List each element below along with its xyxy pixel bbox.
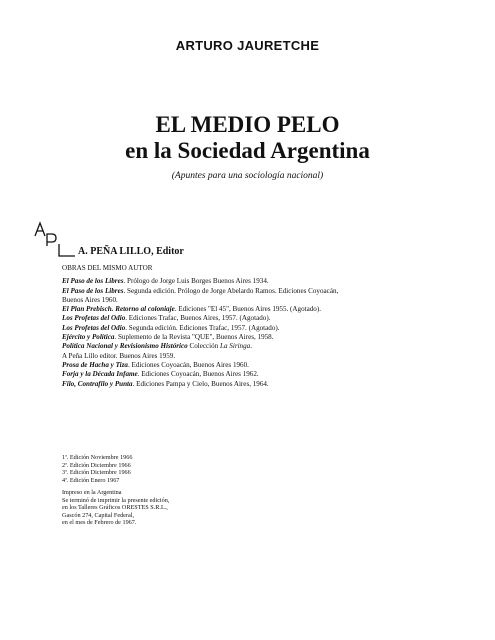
work-title: El Paso de los Libres (62, 286, 124, 295)
work-item (62, 277, 462, 286)
work-title: Los Profetas del Odio (62, 314, 126, 323)
work-item (62, 314, 462, 323)
work-details: . Ediciones Trafac, Buenos Aires, 1957. (Agotado). (125, 314, 271, 323)
imprint-block (62, 489, 169, 527)
other-works-heading: OBRAS DEL MISMO AUTOR (62, 264, 153, 272)
work-details: Buenos Aires 1960. (62, 295, 118, 304)
edition-line: 2ª. Edición Diciembre 1966 (62, 461, 131, 469)
work-details: . Prólogo de Jorge Luis Borges Buenos Aires 1934. (123, 277, 269, 286)
work-title: Política Nacional y Revisionismo Histórico (62, 342, 188, 351)
title-line-2: en la Sociedad Argentina (125, 138, 370, 163)
edition-line: 1ª. Edición Noviembre 1966 (62, 454, 133, 461)
work-title: Forja y la Década Infame (62, 370, 138, 379)
work-title: Ejército y Política (62, 333, 115, 342)
work-item (62, 324, 462, 333)
work-details: . Segunda edición. Ediciones Trafac, 1957. (Agotado). (125, 323, 280, 332)
work-item (62, 380, 462, 389)
work-title: El Plan Prebisch. Retorno al coloniaje (62, 305, 175, 314)
work-title: Filo, Contrafilo y Punta (62, 379, 133, 388)
work-collection: La Siringa (220, 342, 251, 351)
work-details: Colección (187, 342, 221, 351)
imprint-line: en los Talleres Gráficos ORESTES S.R.L., (62, 504, 168, 511)
work-item (62, 352, 462, 361)
work-item (62, 296, 462, 305)
subtitle: (Apuntes para una sociología nacional) (171, 171, 324, 181)
editions-list (62, 454, 132, 484)
work-item (62, 333, 462, 342)
book-title (0, 112, 495, 164)
work-details: . Ediciones Coyoacán, Buenos Aires 1960. (127, 360, 249, 369)
imprint-line: Se terminó de imprimir la presente edición, (62, 496, 170, 504)
work-details: . Ediciones Pampa y Cielo, Buenos Aires, 1964. (132, 379, 269, 388)
work-item (62, 287, 462, 296)
title-line-1: EL MEDIO PELO (155, 112, 340, 137)
work-details: A Peña Lillo editor. Buenos Aires 1959. (62, 351, 176, 360)
imprint-line: en el mes de Febrero de 1967. (62, 519, 137, 526)
work-details-end: . (250, 342, 252, 351)
work-title: El Paso de los Libres (62, 277, 124, 286)
work-item (62, 361, 462, 370)
edition-line: 3ª. Edición Diciembre 1966 (62, 469, 131, 476)
edition-line: 4ª. Edición Enero 1967 (62, 476, 120, 484)
work-details: . Ediciones Coyoacán, Buenos Aires 1962. (137, 370, 259, 379)
imprint-line: Impreso en la Argentina (62, 489, 122, 496)
work-details: . Suplemento de la Revista "QUE", Buenos Aires, 1958. (114, 333, 274, 342)
work-item (62, 342, 462, 351)
apl-monogram-logo-icon (32, 220, 76, 258)
work-item (62, 370, 462, 379)
work-details: . Segunda edición. Prólogo de Jorge Abelardo Ramos. Ediciones Coyoacán, (123, 286, 339, 295)
work-title: Prosa de Hacha y Tiza (62, 360, 128, 369)
work-details: . Ediciones "El 45", Buenos Aires 1955. (Agotado). (174, 305, 321, 314)
author-name: ARTURO JAURETCHE (175, 38, 320, 53)
imprint-line: Gascón 274, Capital Federal, (62, 511, 134, 519)
work-title: Los Profetas del Odio (62, 323, 126, 332)
publisher-name: A. PEÑA LILLO, Editor (78, 246, 184, 257)
other-works-list (62, 264, 462, 389)
work-item (62, 305, 462, 314)
